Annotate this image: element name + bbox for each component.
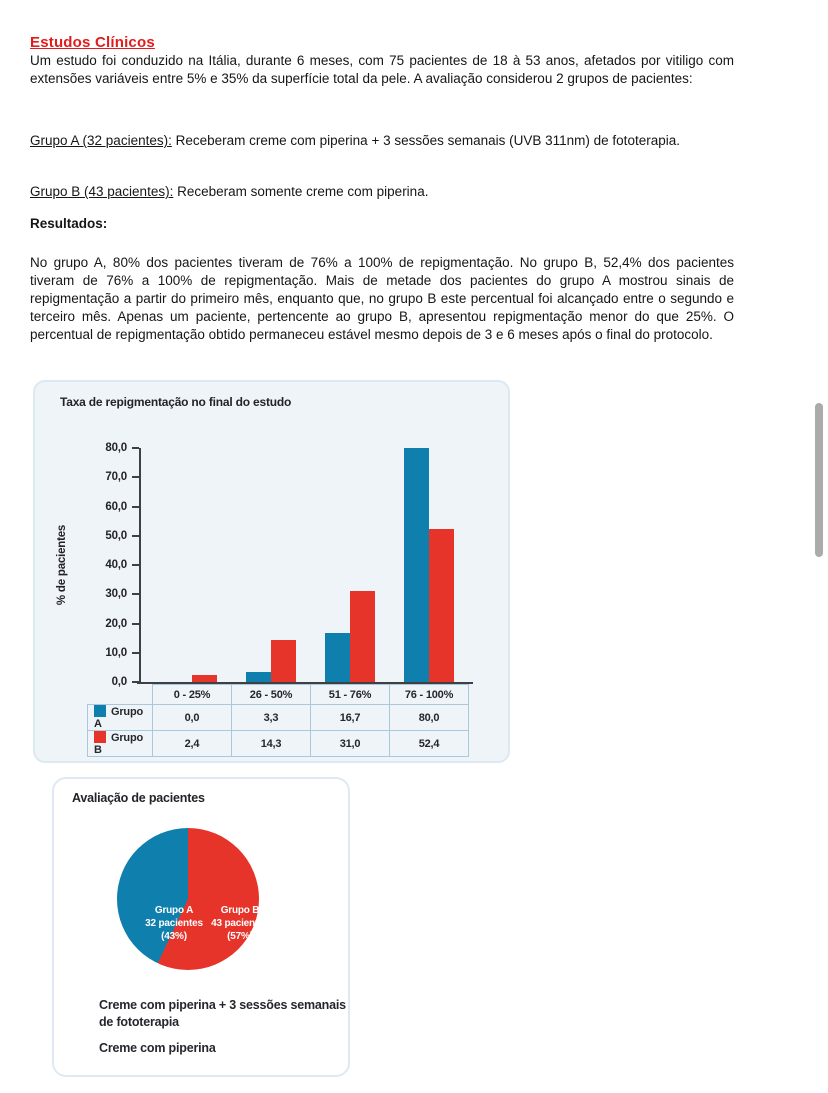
scrollbar-thumb[interactable] [815,403,823,557]
table-series-name: Grupo B [88,731,153,757]
pie-a-count: 32 pacientes [145,918,203,929]
results-heading: Resultados: [30,216,108,231]
y-tick-label: 10,0 [105,646,127,659]
table-value-cell: 14,3 [232,731,311,757]
y-axis-line [139,448,141,684]
page-title: Estudos Clínicos [30,34,155,52]
y-tick-mark [132,652,139,654]
table-category-header: 76 - 100% [390,685,469,705]
y-tick-mark [132,506,139,508]
bar-grupo-b-1 [271,640,296,682]
bar-grupo-a-1 [246,672,271,682]
pie-a-name: Grupo A [154,905,194,916]
pie-chart-title: Avaliação de pacientes [72,791,205,805]
results-paragraph: No grupo A, 80% dos pacientes tiveram de 76% a 100% de repigmentação. No grupo B, 52,4% dos pacientes tiveram de 76% a 100% de repigmentação. Mais de metade dos pacientes do grupo A mostrou sinais de repigmentação a partir do primeiro mês, enquanto que, no grupo B este percentual foi alcançado entre o segundo e terceiro mês. Apenas um paciente, pertencente ao grupo B, apresentou repigmentação menor do que 25%. O percentual de repigmentação obtido permaneceu estável mesmo depois de 3 e 6 meses após o final do protocolo. [30,255,734,342]
y-axis-label: % de pacientes [56,524,68,606]
series-swatch-grupo-a [94,705,106,717]
pie-chart [117,828,269,970]
group-a-label: Grupo A (32 pacientes): [30,133,172,148]
y-tick-mark [132,623,139,625]
table-category-header: 26 - 50% [232,685,311,705]
group-b-label: Grupo B (43 pacientes): [30,184,174,199]
table-value-cell: 31,0 [311,731,390,757]
table-value-cell: 16,7 [311,705,390,731]
y-tick-label: 40,0 [105,559,127,571]
y-tick-mark [132,476,139,478]
table-category-header: 0 - 25% [153,685,232,705]
table-value-cell: 2,4 [153,731,232,757]
y-tick-label: 80,0 [105,442,127,454]
intro-paragraph: Um estudo foi conduzido na Itália, durante 6 meses, com 75 pacientes de 18 à 53 anos, afetados por vitiligo com extensões variáveis entre 5% e 35% da superfície total da pele. A avaliação considerou 2 grupos de pacientes: [30,53,734,86]
y-tick-label: 70,0 [105,471,127,484]
bar-grupo-b-0 [192,675,217,682]
y-tick-label: 60,0 [105,500,127,513]
group-a-paragraph [30,132,734,150]
table-value-cell: 52,4 [390,731,469,757]
series-swatch-grupo-b [94,731,106,743]
table-category-header: 51 - 76% [311,685,390,705]
pie-b-count: 43 pacientes [211,918,269,929]
pie-a-percent: (43%) [161,931,187,942]
y-tick-mark [132,535,139,537]
bar-grupo-b-3 [429,529,454,682]
bar-grupo-a-3 [404,448,429,682]
bar-chart-title: Taxa de repigmentação no final do estudo [60,395,292,409]
group-a-text: Receberam creme com piperina + 3 sessões semanais (UVB 311nm) de fototerapia. [175,133,680,148]
pie-b-name: Grupo B [220,905,260,916]
y-tick-label: 50,0 [105,529,127,542]
bar-grupo-a-2 [325,633,350,682]
pie-b-percent: (57%) [227,931,253,942]
table-value-cell: 3,3 [232,705,311,731]
y-tick-label: 0,0 [111,676,127,688]
table-value-cell: 0,0 [153,705,232,731]
y-axis-ticks [69,442,139,688]
legend-swatch-blue [72,998,89,1015]
table-value-cell: 80,0 [390,705,469,731]
bar-chart-panel [33,380,510,763]
table-blank-cell [88,685,153,705]
group-b-paragraph [30,183,734,201]
y-tick-label: 30,0 [105,588,127,601]
y-tick-label: 20,0 [105,617,127,630]
table-series-name: Grupo A [88,705,153,731]
y-tick-mark [132,593,139,595]
legend-label-grupo-a: Creme com piperina + 3 sessões semanais de fototerapia [99,998,346,1029]
y-tick-mark [132,564,139,566]
bar-grupo-b-2 [350,591,375,682]
bar-plot-area [139,448,470,682]
legend-swatch-red [72,1041,89,1058]
pie-slice-label-grupo-b [192,904,288,943]
group-b-text: Receberam somente creme com piperina. [177,184,429,199]
legend-label-grupo-b: Creme com piperina [99,1041,216,1055]
y-tick-mark [132,447,139,449]
pie-chart-panel [52,777,350,1077]
chart-data-table [87,684,469,757]
